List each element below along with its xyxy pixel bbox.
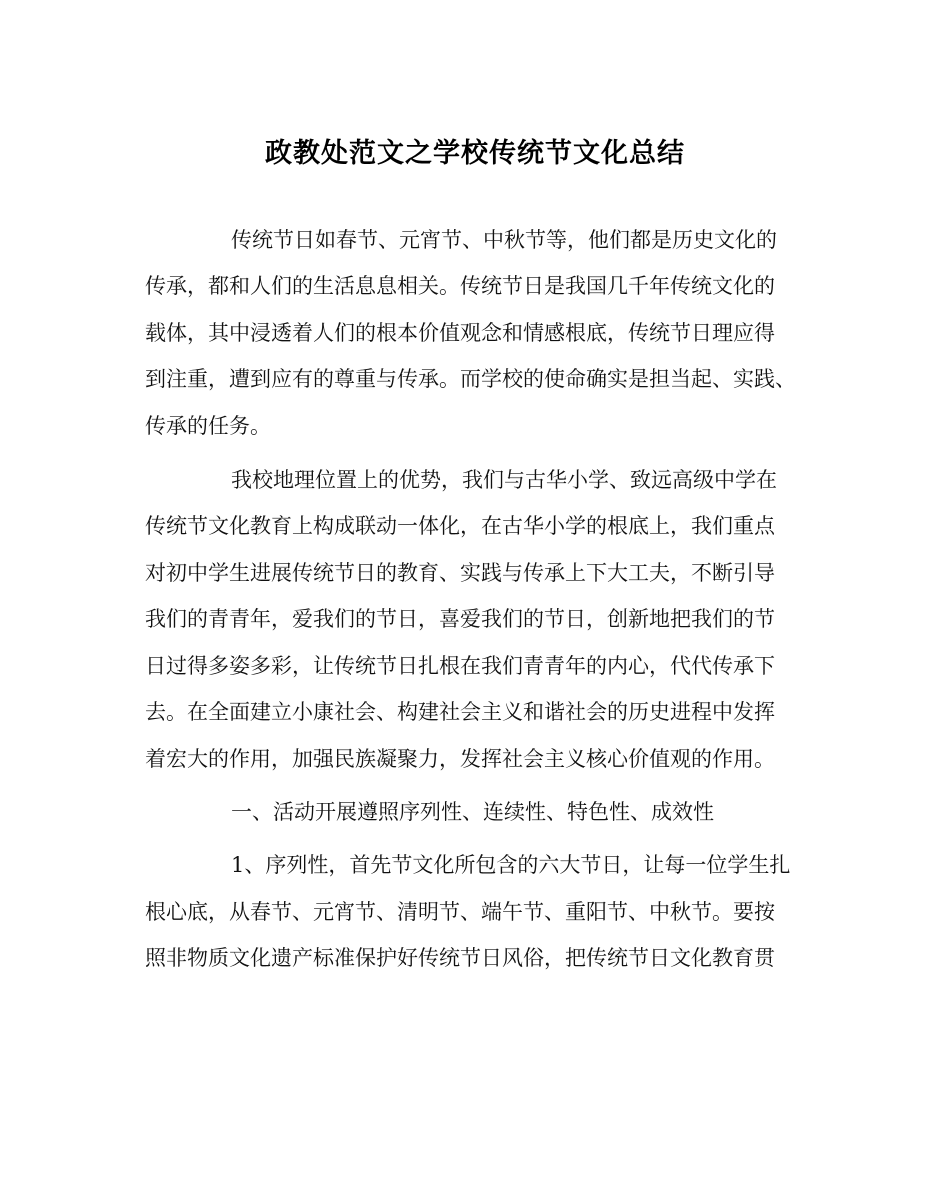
- paragraph-line: 我们的青青年，爱我们的节日，喜爱我们的节日，创新地把我们的节: [145, 607, 775, 631]
- paragraph-line: 我校地理位置上的优势，我们与古华小学、致远高级中学在: [231, 468, 777, 492]
- paragraph-line: 传统节日如春节、元宵节、中秋节等，他们都是历史文化的: [231, 228, 777, 252]
- document-title: 政教处范文之学校传统节文化总结: [265, 138, 685, 169]
- paragraph-line: 传承，都和人们的生活息息相关。传统节日是我国几千年传统文化的: [145, 274, 775, 298]
- paragraph-line: 日过得多姿多彩，让传统节日扎根在我们青青年的内心，代代传承下: [145, 654, 775, 678]
- paragraph-line: 载体，其中浸透着人们的根本价值观念和情感根底，传统节日理应得: [145, 321, 775, 345]
- section-heading: 一、活动开展遵照序列性、连续性、特色性、成效性: [231, 800, 714, 824]
- paragraph-line: 去。在全面建立小康社会、构建社会主义和谐社会的历史进程中发挥: [145, 700, 775, 724]
- paragraph-line: 根心底，从春节、元宵节、清明节、端午节、重阳节、中秋节。要按: [145, 900, 775, 924]
- paragraph-line: 着宏大的作用，加强民族凝聚力，发挥社会主义核心价值观的作用。: [145, 747, 775, 771]
- paragraph-line: 到注重，遭到应有的尊重与传承。而学校的使命确实是担当起、实践、: [145, 367, 796, 391]
- paragraph-line: 1、序列性，首先节文化所包含的六大节日，让每一位学生扎: [231, 853, 791, 877]
- paragraph-line: 对初中学生进展传统节日的教育、实践与传承上下大工夫，不断引导: [145, 561, 775, 585]
- paragraph-line: 传统节文化教育上构成联动一体化，在古华小学的根底上，我们重点: [145, 514, 775, 538]
- paragraph-line: 照非物质文化遗产标准保护好传统节日风俗，把传统节日文化教育贯: [145, 946, 775, 970]
- paragraph-line: 传承的任务。: [145, 414, 271, 438]
